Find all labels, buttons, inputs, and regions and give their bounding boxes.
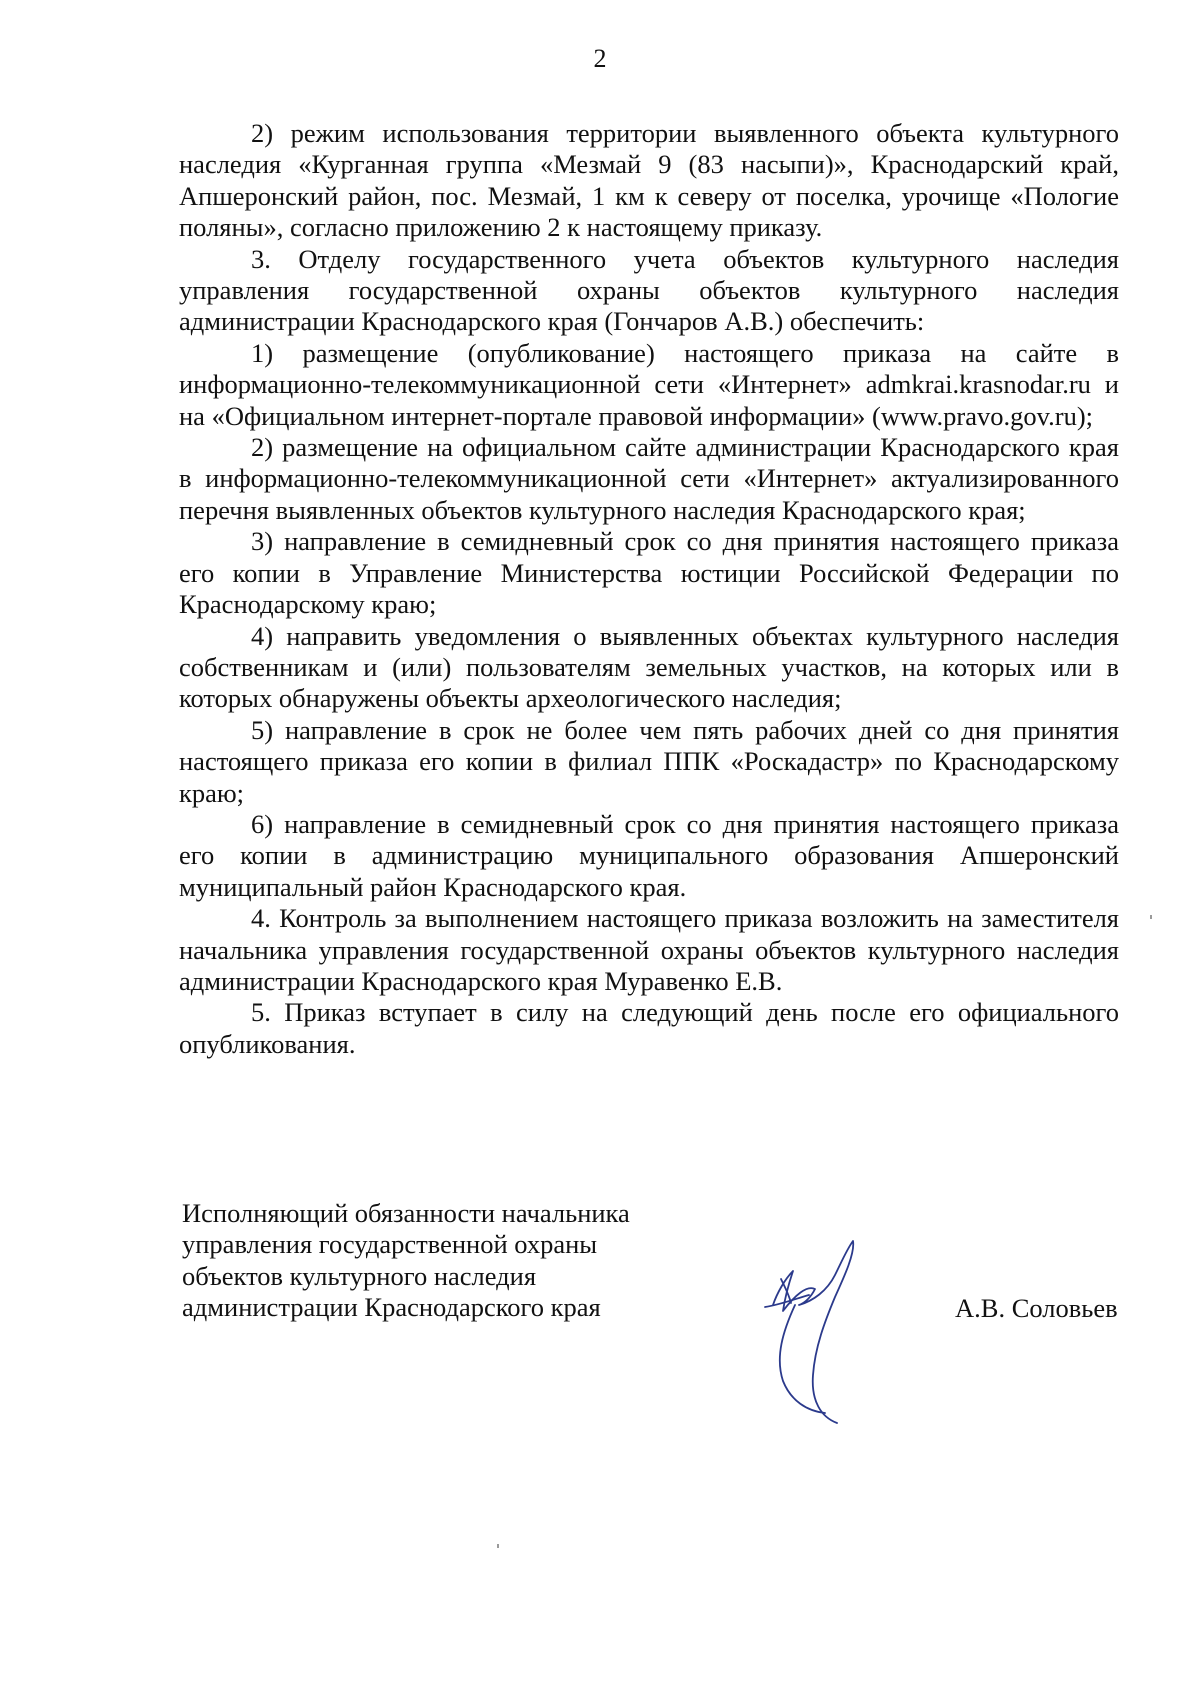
- signature-stroke: [780, 1305, 825, 1413]
- signatory-name: А.В. Соловьев: [955, 1293, 1118, 1323]
- document-body: [179, 118, 1119, 1060]
- paragraph-publication: 1) размещение (опубликование) настоящего приказа на сайте в информационно-телекоммуникационной сети «Интернет» admkrai.krasnodar.ru и на «Официальном интернет-портале правовой информации» (www.pravo.gov.ru);: [179, 337, 1119, 431]
- signatory-position-line: администрации Краснодарского края: [182, 1292, 601, 1323]
- paragraph-ministry-justice: 3) направление в семидневный срок со дня принятия настоящего приказа его копии в Управление Министерства юстиции Российской Федерации по Краснодарскому краю;: [179, 526, 1119, 620]
- scan-artifact: [1150, 915, 1152, 919]
- paragraph-entry-into-force: 5. Приказ вступает в силу на следующий день после его официального опубликования.: [179, 997, 1119, 1059]
- paragraph-website-list: 2) размещение на официальном сайте администрации Краснодарского края в информационно-телекоммуникационной сети «Интернет» актуализированного перечня выявленных объектов культурного наследия Краснодарского края;: [179, 432, 1119, 525]
- signatory-position: [182, 1198, 662, 1324]
- paragraph-notifications: 4) направить уведомления о выявленных объектах культурного наследия собственникам и (или) пользователям земельных участков, на которых или в которых обнаружены объекты археологического наследия;: [179, 620, 1119, 714]
- handwritten-signature: [755, 1235, 875, 1425]
- paragraph-territory-regime: 2) режим использования территории выявленного объекта культурного наследия «Курганная группа «Мезмай 9 (83 насыпи)», Краснодарский край, Апшеронский район, пос. Мезмай, 1 км к северу от поселка, урочище «Пологие поляны», согласно приложению 2 к настоящему приказу.: [179, 118, 1119, 243]
- paragraph-roskadastr: 5) направление в срок не более чем пять рабочих дней со дня принятия настоящего приказа его копии в филиал ППК «Роскадастр» по Краснодарскому краю;: [179, 714, 1119, 808]
- signatory-position-line: объектов культурного наследия: [182, 1260, 537, 1291]
- signatory-position-line: управления государственной охраны: [182, 1229, 598, 1260]
- paragraph-registration-department: 3. Отделу государственного учета объектов культурного наследия управления государственной охраны объектов культурного наследия администрации Краснодарского края (Гончаров А.В.) обеспечить:: [179, 243, 1119, 337]
- page-number: 2: [593, 44, 607, 73]
- scan-artifact: [497, 1544, 499, 1548]
- paragraph-control: 4. Контроль за выполнением настоящего приказа возложить на заместителя начальника управления государственной охраны объектов культурного наследия администрации Краснодарского края Муравенко Е.В.: [179, 903, 1119, 996]
- signatory-position-line: Исполняющий обязанности начальника: [182, 1198, 630, 1228]
- paragraph-municipal-administration: 6) направление в семидневный срок со дня принятия настоящего приказа его копии в администрацию муниципального образования Апшеронский муниципальный район Краснодарского края.: [179, 808, 1119, 902]
